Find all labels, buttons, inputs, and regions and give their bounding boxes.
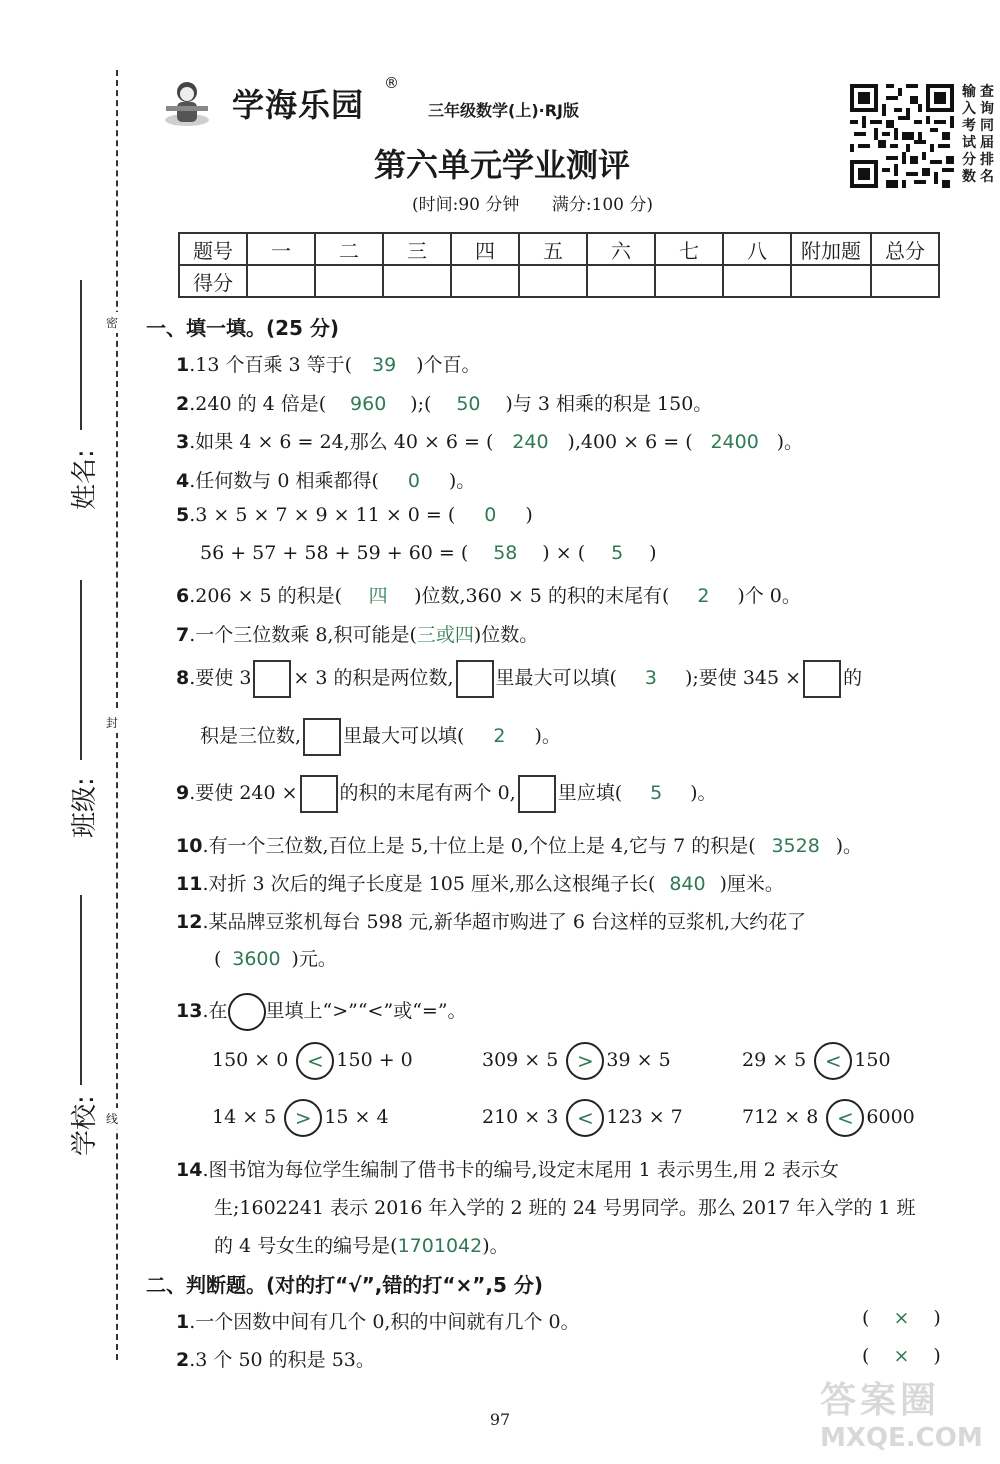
question-text: )个 0。 — [737, 585, 801, 607]
text: ) — [933, 1345, 941, 1367]
page-number: 97 — [489, 1410, 511, 1429]
compare-item — [212, 1099, 389, 1137]
text: 150 + 0 — [336, 1049, 413, 1071]
answer: 0 — [407, 470, 420, 492]
question-text: ) — [649, 542, 657, 564]
question-12a — [176, 907, 806, 934]
text: 39 × 5 — [606, 1049, 671, 1071]
section-2-heading: 二、判断题。(对的打“√”,错的打“×”,5 分) — [146, 1273, 544, 1297]
class-label: 班级: — [70, 777, 100, 838]
name-label: 姓名: — [70, 449, 100, 510]
question-text: .如果 4 × 6 = 24,那么 40 × 6 = ( — [189, 431, 494, 453]
text: 150 × 0 — [212, 1049, 289, 1071]
judge-answer-2 — [862, 1345, 941, 1367]
answer: 2400 — [710, 431, 759, 453]
question-5a — [176, 504, 533, 526]
score-table-score-row — [179, 265, 939, 297]
question-7 — [176, 620, 538, 647]
blank-box[interactable] — [300, 775, 338, 813]
qr-caption-left: 输入考试分数 — [962, 84, 976, 185]
question-8a — [176, 660, 862, 698]
question-8b — [200, 718, 561, 756]
score-cell: 二 — [315, 233, 383, 265]
score-cell: 总分 — [871, 233, 939, 265]
watermark — [820, 1380, 990, 1464]
question-text: .一个三位数乘 8,积可能是( — [189, 624, 417, 646]
blank-box — [456, 660, 494, 698]
question-text: );( — [410, 393, 432, 415]
compare-item — [742, 1099, 915, 1137]
score-input-cell[interactable] — [383, 265, 451, 297]
score-cell: 题号 — [179, 233, 247, 265]
compare-answer: > — [284, 1099, 322, 1137]
question-text: 的 4 号女生的编号是( — [214, 1235, 398, 1257]
text: 123 × 7 — [606, 1106, 683, 1128]
question-5b — [200, 542, 657, 564]
text: 6000 — [866, 1106, 915, 1128]
question-text: .对折 3 次后的绳子长度是 105 厘米,那么这根绳子长( — [202, 873, 656, 895]
text: 150 — [854, 1049, 891, 1071]
compare-item — [742, 1042, 891, 1080]
question-14b — [214, 1193, 916, 1220]
answer: 50 — [456, 393, 481, 415]
question-number: 7 — [176, 624, 190, 646]
question-12b — [214, 944, 337, 971]
judge-question-1 — [176, 1307, 580, 1334]
circle-icon — [228, 993, 266, 1031]
question-text: .3 × 5 × 7 × 9 × 11 × 0 = ( — [189, 504, 456, 526]
text: 309 × 5 — [482, 1049, 559, 1071]
question-text: 56 + 57 + 58 + 59 + 60 = ( — [200, 542, 469, 564]
blank-box — [518, 775, 556, 813]
answer: 5 — [611, 542, 624, 564]
question-text: )与 3 相乘的积是 150。 — [505, 393, 713, 415]
text: 712 × 8 — [742, 1106, 819, 1128]
answer: 三或四 — [416, 624, 474, 646]
question-text: ) × ( — [542, 542, 586, 564]
question-number: 10 — [176, 835, 203, 857]
question-text: .任何数与 0 相乘都得( — [189, 470, 379, 492]
question-text: 生;1602241 表示 2016 年入学的 2 班的 24 号男同学。那么 2017 年入学的 1 班 — [214, 1197, 916, 1219]
question-text: .要使 240 × — [189, 782, 298, 804]
question-text: .240 的 4 倍是( — [189, 393, 327, 415]
score-input-cell[interactable] — [451, 265, 519, 297]
question-9 — [176, 775, 717, 813]
question-text: .某品牌豆浆机每台 598 元,新华超市购进了 6 台这样的豆浆机,大约花了 — [202, 911, 807, 933]
score-input-cell[interactable] — [723, 265, 791, 297]
compare-answer: < — [566, 1099, 604, 1137]
question-number: 5 — [176, 504, 190, 526]
question-text: )位数,360 × 5 的积的末尾有( — [414, 585, 670, 607]
question-6 — [176, 581, 801, 608]
blank-box[interactable] — [253, 660, 291, 698]
score-input-cell[interactable] — [655, 265, 723, 297]
question-text: )。 — [482, 1235, 509, 1257]
question-number: 2 — [176, 393, 190, 415]
time-info: (时间:90 分钟 满分:100 分) — [412, 195, 654, 215]
question-14c — [214, 1231, 509, 1258]
question-text: )。 — [835, 835, 863, 857]
text: 14 × 5 — [212, 1106, 277, 1128]
question-number: 6 — [176, 585, 190, 607]
subject-label: 三年级数学(上)·RJ版 — [428, 101, 579, 120]
score-input-cell[interactable] — [315, 265, 383, 297]
question-text: )。 — [534, 725, 561, 747]
answer: 3600 — [232, 948, 281, 970]
question-text: 里最大可以填( — [343, 725, 465, 747]
logo-mascot-icon — [162, 80, 212, 132]
score-input-cell[interactable] — [247, 265, 315, 297]
qr-caption-right: 查询同届排名 — [980, 84, 994, 185]
text: MXQE.COM — [820, 1423, 983, 1453]
score-table-header-row — [179, 233, 939, 265]
question-text: 里应填( — [557, 782, 623, 804]
question-text: .要使 3 — [189, 667, 252, 689]
text: ) — [933, 1307, 941, 1329]
compare-answer: < — [296, 1042, 334, 1080]
question-number: 9 — [176, 782, 190, 804]
question-text: .206 × 5 的积是( — [189, 585, 343, 607]
answer: × — [893, 1345, 910, 1367]
answer: 39 — [371, 354, 397, 376]
score-table — [178, 232, 940, 298]
question-text: .在 — [202, 1000, 228, 1022]
question-4 — [176, 466, 475, 493]
question-number: 4 — [176, 470, 190, 492]
text: 210 × 3 — [482, 1106, 559, 1128]
question-text: );要使 345 × — [684, 667, 802, 689]
question-text: 里填上“>”“<”或“=”。 — [265, 1000, 467, 1022]
question-text: )元。 — [291, 948, 337, 970]
question-text: .13 个百乘 3 等于( — [189, 354, 353, 376]
blank-box[interactable] — [803, 660, 841, 698]
logo-text: 学海乐园 — [232, 86, 365, 124]
question-text: ( — [214, 948, 222, 970]
question-number: 2 — [176, 1349, 190, 1371]
binding-char-xian: 线 — [106, 1108, 118, 1129]
question-number: 13 — [176, 1000, 203, 1022]
question-text: )。 — [776, 431, 804, 453]
question-text: 的积的末尾有两个 0, — [339, 782, 516, 804]
binding-char-mi: 密 — [106, 312, 118, 333]
score-cell: 三 — [383, 233, 451, 265]
answer: 58 — [493, 542, 518, 564]
score-cell: 一 — [247, 233, 315, 265]
question-text: 的 — [843, 667, 863, 689]
question-number: 12 — [176, 911, 203, 933]
question-3 — [176, 427, 803, 454]
compare-answer: < — [814, 1042, 852, 1080]
question-text: .一个因数中间有几个 0,积的中间就有几个 0。 — [189, 1311, 580, 1333]
question-text: 里最大可以填( — [495, 667, 617, 689]
question-11 — [176, 869, 784, 896]
score-cell: 五 — [519, 233, 587, 265]
text: 29 × 5 — [742, 1049, 807, 1071]
question-text: 积是三位数, — [200, 725, 302, 747]
score-cell: 七 — [655, 233, 723, 265]
registered-mark: ® — [384, 74, 399, 92]
answer: 3528 — [771, 835, 820, 857]
compare-item — [212, 1042, 413, 1080]
question-14a — [176, 1155, 839, 1182]
text: ( — [862, 1345, 870, 1367]
name-line — [80, 280, 82, 430]
binding-char-feng: 封 — [106, 712, 118, 733]
question-1 — [176, 350, 481, 377]
question-text: )个百。 — [416, 354, 481, 376]
question-text: ),400 × 6 = ( — [567, 431, 693, 453]
question-number: 1 — [176, 354, 190, 376]
score-cell: 六 — [587, 233, 655, 265]
score-input-cell[interactable] — [519, 265, 587, 297]
compare-answer: > — [566, 1042, 604, 1080]
question-number: 3 — [176, 431, 190, 453]
question-text: .图书馆为每位学生编制了借书卡的编号,设定末尾用 1 表示男生,用 2 表示女 — [202, 1159, 839, 1181]
question-13 — [176, 993, 467, 1031]
question-text: .3 个 50 的积是 53。 — [189, 1349, 375, 1371]
text: 答案圈 — [820, 1380, 941, 1421]
question-text: )。 — [448, 470, 476, 492]
answer: 四 — [368, 585, 388, 607]
answer: 5 — [650, 782, 663, 804]
question-text: .有一个三位数,百位上是 5,十位上是 0,个位上是 4,它与 7 的积是( — [202, 835, 756, 857]
text: ( — [862, 1307, 870, 1329]
score-cell: 附加题 — [791, 233, 871, 265]
score-cell: 得分 — [179, 265, 247, 297]
score-input-cell[interactable] — [871, 265, 939, 297]
compare-item — [482, 1042, 671, 1080]
answer: 1701042 — [397, 1235, 483, 1257]
question-number: 11 — [176, 873, 203, 895]
answer: 3 — [644, 667, 658, 689]
score-cell: 八 — [723, 233, 791, 265]
question-text: ) — [525, 504, 533, 526]
answer: 2 — [697, 585, 710, 607]
text: 15 × 4 — [324, 1106, 389, 1128]
answer: 0 — [484, 504, 497, 526]
answer: 2 — [493, 725, 506, 747]
question-text: )位数。 — [473, 624, 539, 646]
question-text: )。 — [690, 782, 717, 804]
school-line — [80, 895, 82, 1085]
question-text: × 3 的积是两位数, — [293, 667, 454, 689]
answer: 240 — [512, 431, 549, 453]
judge-answer-1 — [862, 1307, 941, 1329]
section-1-heading: 一、填一填。(25 分) — [146, 316, 340, 340]
score-input-cell[interactable] — [587, 265, 655, 297]
question-number: 14 — [176, 1159, 203, 1181]
answer: 840 — [669, 873, 706, 895]
class-line — [80, 580, 82, 760]
compare-answer: < — [826, 1099, 864, 1137]
score-input-cell[interactable] — [791, 265, 871, 297]
school-label: 学校: — [70, 1095, 100, 1156]
blank-box — [303, 718, 341, 756]
question-number: 8 — [176, 667, 190, 689]
score-cell: 四 — [451, 233, 519, 265]
compare-item — [482, 1099, 683, 1137]
question-2 — [176, 389, 712, 416]
question-number: 1 — [176, 1311, 190, 1333]
answer: × — [893, 1307, 910, 1329]
page-title — [0, 140, 1000, 186]
question-text: )厘米。 — [719, 873, 784, 895]
answer: 960 — [350, 393, 387, 415]
text: 第六单元学业测评 — [373, 146, 630, 184]
question-10 — [176, 831, 862, 858]
judge-question-2 — [176, 1345, 375, 1372]
